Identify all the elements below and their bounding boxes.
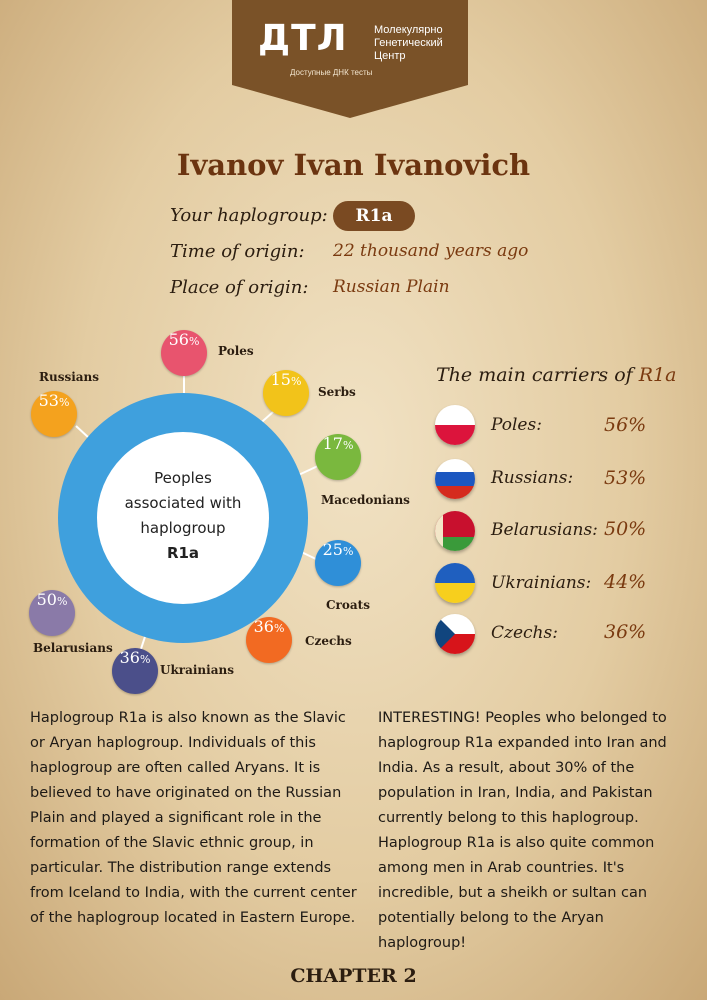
label-croats: Croats — [326, 598, 370, 612]
bubble-russians-pct: 53 — [38, 391, 59, 410]
carrier-pct-poles: 56% — [604, 414, 647, 436]
carrier-pct-czechs: 36% — [604, 621, 647, 643]
bubble-macedonians: 17% — [315, 434, 361, 480]
bubble-ukrainians-pct: 36 — [119, 648, 140, 667]
bubble-czechs: 36% — [246, 617, 292, 663]
center-line-3: haplogroup — [140, 519, 226, 537]
label-russians: Russians — [39, 370, 100, 384]
ukraine-flag-icon — [435, 563, 475, 603]
person-name: Ivanov Ivan Ivanovich — [176, 148, 531, 182]
place-origin-label: Place of origin: — [170, 277, 309, 298]
logo-subtitle: Доступные ДНК тесты — [290, 68, 373, 77]
bubble-poles-pct: 56 — [168, 330, 189, 349]
carrier-name-russians: Russians: — [491, 468, 574, 488]
logo-line-1: Молекулярно — [374, 24, 443, 36]
logo-line-3: Центр — [374, 50, 406, 62]
bubble-ukrainians: 36% — [112, 648, 158, 694]
bubble-serbs: 15% — [263, 370, 309, 416]
bubble-croats-pct: 25 — [322, 540, 343, 559]
label-serbs: Serbs — [318, 385, 356, 399]
logo-line-2: Генетический — [374, 37, 443, 49]
carriers-title — [436, 364, 676, 386]
haplogroup-badge: R1a — [333, 201, 415, 231]
carrier-name-poles: Poles: — [491, 415, 542, 435]
russia-flag-icon — [435, 459, 475, 499]
center-line-2: associated with — [124, 494, 242, 512]
bubble-croats: 25% — [315, 540, 361, 586]
bubble-belarusians: 50% — [29, 590, 75, 636]
carrier-name-belarusians: Belarusians: — [491, 520, 598, 540]
time-origin-value: 22 thousand years ago — [333, 241, 529, 261]
carrier-pct-russians: 53% — [604, 467, 647, 489]
label-poles: Poles — [218, 344, 254, 358]
carrier-name-ukrainians: Ukrainians: — [491, 573, 592, 593]
label-macedonians: Macedonians — [321, 493, 410, 507]
carrier-pct-ukrainians: 44% — [604, 571, 647, 593]
czech-flag-icon — [435, 614, 475, 654]
carriers-title-haplogroup: R1a — [638, 364, 677, 386]
diagram-center-text — [97, 466, 269, 566]
logo-mark: ДТЛ — [258, 18, 348, 59]
center-line-1: Peoples — [154, 469, 212, 487]
carrier-name-czechs: Czechs: — [491, 623, 558, 643]
bubble-poles: 56% — [161, 330, 207, 376]
label-czechs: Czechs — [305, 634, 352, 648]
time-origin-label: Time of origin: — [170, 241, 305, 262]
description-right: INTERESTING! Peoples who belonged to haplogroup R1a expanded into Iran and India. As a result, about 30% of the population in Iran, India, and Pakistan currently belong to this haplogroup. Haplogroup R1a is also quite common among men in Arab countries. It's incredible, but a sheikh or sultan can potentially belong to the Aryan haplogroup! — [378, 710, 667, 951]
place-origin-value: Russian Plain — [333, 277, 450, 297]
label-ukrainians: Ukrainians — [160, 663, 234, 677]
bubble-serbs-pct: 15 — [270, 370, 291, 389]
carriers-title-text: The main carriers of — [436, 364, 633, 386]
bubble-czechs-pct: 36 — [253, 617, 274, 636]
bubble-macedonians-pct: 17 — [322, 434, 343, 453]
poland-flag-icon — [435, 405, 475, 445]
chapter-footer: CHAPTER 2 — [290, 965, 417, 987]
label-belarusians: Belarusians — [33, 641, 113, 655]
carrier-pct-belarusians: 50% — [604, 518, 647, 540]
center-line-4: R1a — [166, 544, 200, 562]
belarus-flag-icon — [435, 511, 475, 551]
bubble-belarusians-pct: 50 — [36, 590, 57, 609]
haplogroup-label: Your haplogroup: — [170, 205, 328, 226]
bubble-russians: 53% — [31, 391, 77, 437]
description-left: Haplogroup R1a is also known as the Slavic or Aryan haplogroup. Individuals of this haplogroup are often called Aryans. It is believed to have originated on the Russian Plain and played a significant role in the formation of the Slavic ethnic group, in particular. The distribution range extends from Iceland to India, with the current center of the haplogroup located in Eastern Europe. — [30, 710, 357, 926]
